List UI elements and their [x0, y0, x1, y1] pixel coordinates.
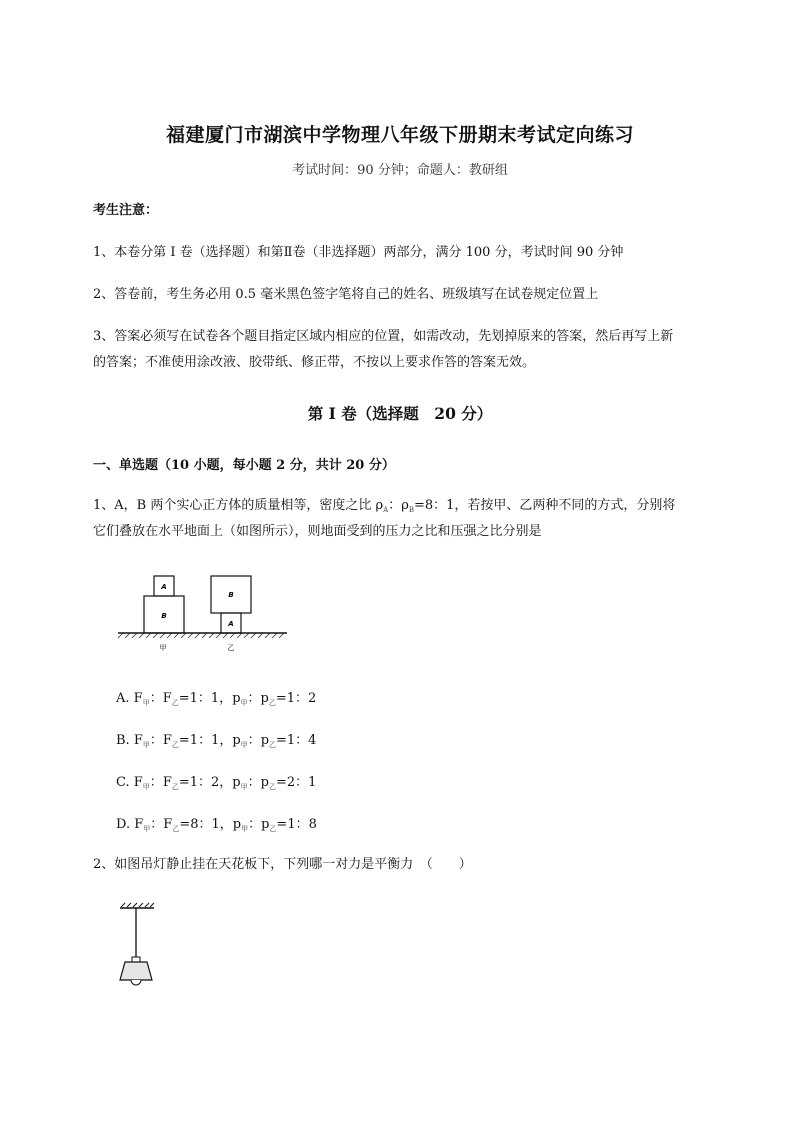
q1-text-b: ：ρ — [388, 498, 409, 513]
ceiling-hatching — [121, 903, 154, 907]
notice-item-2: 2、答卷前，考生务必用 0.5 毫米黑色签字笔将自己的姓名、班级填写在试卷规定位置上 — [93, 287, 599, 302]
label-yi: 乙 — [227, 644, 235, 652]
question-2-text: 2、如图吊灯静止挂在天花板下，下列哪一对力是平衡力 （ ） — [93, 857, 472, 872]
q1-option-d[interactable]: D. $F_甲$：$F_乙=8$：1，$p_甲$：$p_乙=1$：8 — [116, 817, 317, 833]
lamp-cap — [132, 957, 140, 962]
document-title: 福建厦门市湖滨中学物理八年级下册期末考试定向练习 — [165, 124, 634, 146]
stacked-blocks-figure — [115, 570, 295, 654]
q1-option-b[interactable]: B. $F_甲$：$F_乙=1$：1，$p_甲$：$p_乙=1$：4 — [116, 733, 317, 749]
block-b-yi-label: B — [228, 591, 234, 599]
section-title: 第 I 卷（选择题 20 分） — [307, 404, 493, 423]
notice-item-3: 3、答案必须写在试卷各个题目指定区域内相应的位置，如需改动，先划掉原来的答案，然后再写上新 — [93, 329, 674, 344]
lamp-shade — [120, 962, 152, 980]
label-jia: 甲 — [159, 644, 167, 652]
q1-option-c[interactable]: C. $F_甲$：$F_乙=1$：2，$p_甲$：$p_乙=2$：1 — [116, 775, 317, 791]
question-1-line-1 — [93, 494, 753, 522]
document-subtitle: 考试时间：90 分钟；命题人：教研组 — [292, 163, 508, 178]
q1-sub-a: A — [383, 506, 389, 514]
notice-heading: 考生注意： — [93, 203, 159, 218]
light-bulb — [131, 980, 141, 985]
ground-hatching — [118, 633, 284, 638]
block-a-jia-label: A — [161, 583, 167, 591]
part-heading: 一、单选题（10 小题，每小题 2 分，共计 20 分） — [93, 458, 395, 473]
pendant-lamp-figure — [112, 902, 162, 994]
q1-sub-b: B — [408, 506, 414, 514]
q1-option-a[interactable]: A. $F_甲$：$F_乙=1$：1，$p_甲$：$p_乙=1$：2 — [116, 691, 317, 707]
question-1-line-2: 它们叠放在水平地面上（如图所示），则地面受到的压力之比和压强之比分别是 — [93, 524, 542, 539]
block-a-yi-label: A — [228, 620, 234, 628]
notice-item-3-cont: 的答案；不准使用涂改液、胶带纸、修正带，不按以上要求作答的答案无效。 — [93, 355, 536, 370]
q1-text-a: 1、A，B 两个实心正方体的质量相等，密度之比 ρ — [93, 498, 384, 513]
q1-text-c: =8：1，若按甲、乙两种不同的方式，分别将 — [414, 498, 676, 513]
notice-item-1: 1、本卷分第 I 卷（选择题）和第Ⅱ卷（非选择题）两部分，满分 100 分，考试时间 90 分钟 — [93, 245, 624, 260]
block-b-jia-label: B — [161, 612, 167, 620]
